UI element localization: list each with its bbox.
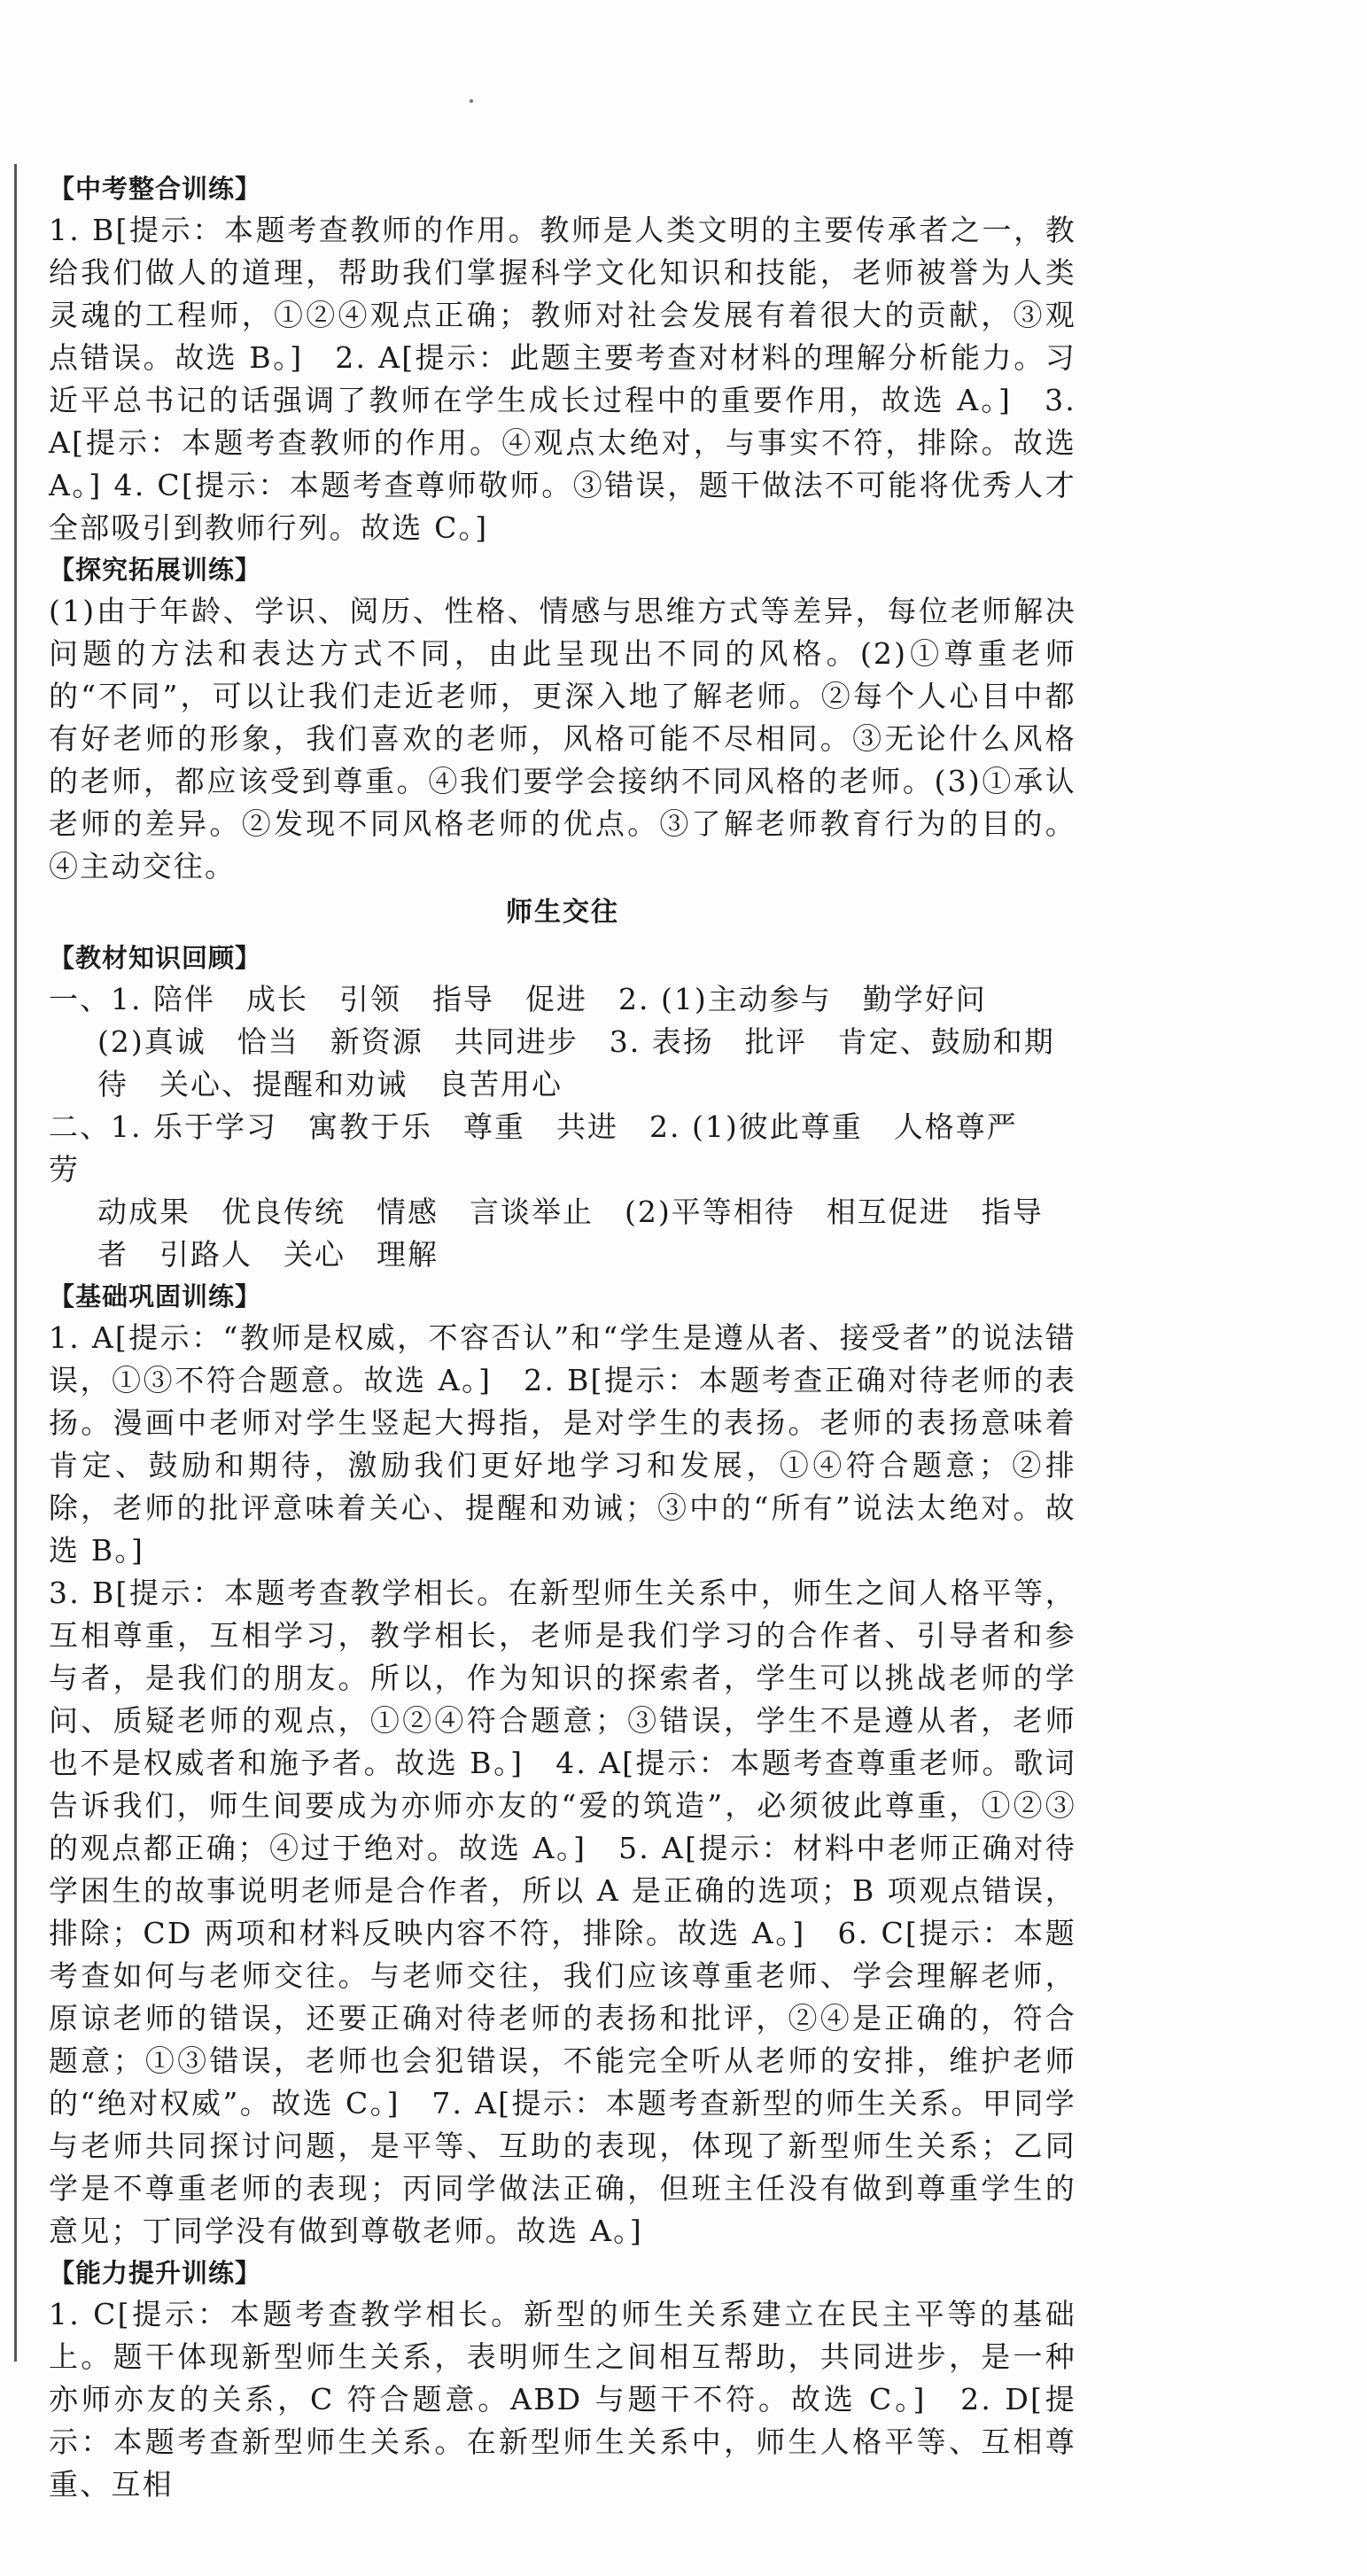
jichu-answers-1: 1. A[提示：“教师是权威，不容否认”和“学生是遵从者、接受者”的说法错误，①③不符合题意。故选 A。] 2. B[提示：本题考查正确对待老师的表扬。漫画中老师对学生竖起大拇指，是对学生的表扬。老师的表扬意味着肯定、鼓励和期待，激励我们更好地学习和发展，①④符合题意；②排除，老师的批评意味着关心、提醒和劝诫；③中的“所有”说法太绝对。故选 B。] [49,1320,1076,1568]
jiaocai-group-2 [49,1106,1076,1276]
heading-jiaocai: 【教材知识回顾】 [49,943,262,973]
answer-content [49,168,1076,2506]
tanjiu-answers: (1)由于年龄、学识、阅历、性格、情感与思维方式等差异，每位老师解决问题的方法和表达方式不同，由此呈现出不同的风格。(2)①尊重老师的“不同”，可以让我们走近老师，更深入地了解老师。②每个人心目中都有好老师的形象，我们喜欢的老师，风格可能不尽相同。③无论什么风格的老师，都应该受到尊重。④我们要学会接纳不同风格的老师。(3)①承认老师的差异。②发现不同风格老师的优点。③了解老师教育行为的目的。④主动交往。 [49,594,1076,883]
heading-zhongkao: 【中考整合训练】 [49,174,262,204]
nengli-answers: 1. C[提示：本题考查教学相长。新型的师生关系建立在民主平等的基础上。题干体现新型师生关系，表明师生之间相互帮助，共同进步，是一种亦师亦友的关系，C 符合题意。ABD 与题干不符。故选 C。] 2. D[提示：本题考查新型师生关系。在新型师生关系中，师生人格平等、互相尊重、互相 [49,2297,1076,2502]
jiaocai-group-1-line-2: (2)真诚 恰当 新资源 共同进步 3. 表扬 批评 肯定、鼓励和期 [97,1024,1055,1059]
heading-jichu: 【基础巩固训练】 [49,1281,262,1311]
jiaocai-group-2-line-1: 二、1. 乐于学习 寓教于乐 尊重 共进 2. (1)彼此尊重 人格尊严 劳 [49,1109,1049,1187]
section-title: 师生交往 [506,897,619,928]
jiaocai-group-1 [49,978,1076,1106]
jiaocai-group-1-line-1: 一、1. 陪伴 成长 引领 指导 促进 2. (1)主动参与 勤学好问 [49,982,987,1016]
left-margin-rule [14,164,17,2362]
heading-nengli: 【能力提升训练】 [49,2258,262,2288]
jiaocai-group-2-line-2: 动成果 优良传统 情感 言谈举止 (2)平等相待 相互促进 指导 [97,1195,1044,1229]
heading-tanjiu: 【探究拓展训练】 [49,555,262,585]
jiaocai-group-2-line-3: 者 引路人 关心 理解 [97,1237,439,1272]
jichu-answers-2: 3. B[提示：本题考查教学相长。在新型师生关系中，师生之间人格平等，互相尊重，互相学习，教学相长，老师是我们学习的合作者、引导者和参与者，是我们的朋友。所以，作为知识的探索者，学生可以挑战老师的学问、质疑老师的观点，①②④符合题意；③错误，学生不是遵从者，老师也不是权威者和施予者。故选 B。] 4. A[提示：本题考查尊重老师。歌词告诉我们，师生间要成为亦师亦友的“爱的筑造”，必须彼此尊重，①②③的观点都正确；④过于绝对。故选 A。] 5. A[提示：材料中老师正确对待学困生的故事说明老师是合作者，所以 A 是正确的选项；B 项观点错误，排除；CD 两项和材料反映内容不符，排除。故选 A。] 6. C[提示：本题考查如何与老师交往。与老师交往，我们应该尊重老师、学会理解老师，原谅老师的错误，还要正确对待老师的表扬和批评，②④是正确的，符合题意；①③错误，老师也会犯错误，不能完全听从老师的安排，维护老师的“绝对权威”。故选 C。] 7. A[提示：本题考查新型的师生关系。甲同学与老师共同探讨问题，是平等、互助的表现，体现了新型师生关系；乙同学是不尊重老师的表现；丙同学做法正确，但班主任没有做到尊重学生的意见；丁同学没有做到尊敬老师。故选 A。] [49,1576,1076,2248]
scan-dot [470,99,473,103]
zhongkao-answers: 1. B[提示：本题考查教师的作用。教师是人类文明的主要传承者之一，教给我们做人的道理，帮助我们掌握科学文化知识和技能，老师被誉为人类灵魂的工程师，①②④观点正确；教师对社会发展有着很大的贡献，③观点错误。故选 B。] 2. A[提示：此题主要考查对材料的理解分析能力。习近平总书记的话强调了教师在学生成长过程中的重要作用，故选 A。] 3. A[提示：本题考查教师的作用。④观点太绝对，与事实不符，排除。故选 A。] 4. C[提示：本题考查尊师敬师。③错误，题干做法不可能将优秀人才全部吸引到教师行列。故选 C。] [49,213,1076,545]
jiaocai-group-1-line-3: 待 关心、提醒和劝诫 良苦用心 [97,1067,563,1101]
